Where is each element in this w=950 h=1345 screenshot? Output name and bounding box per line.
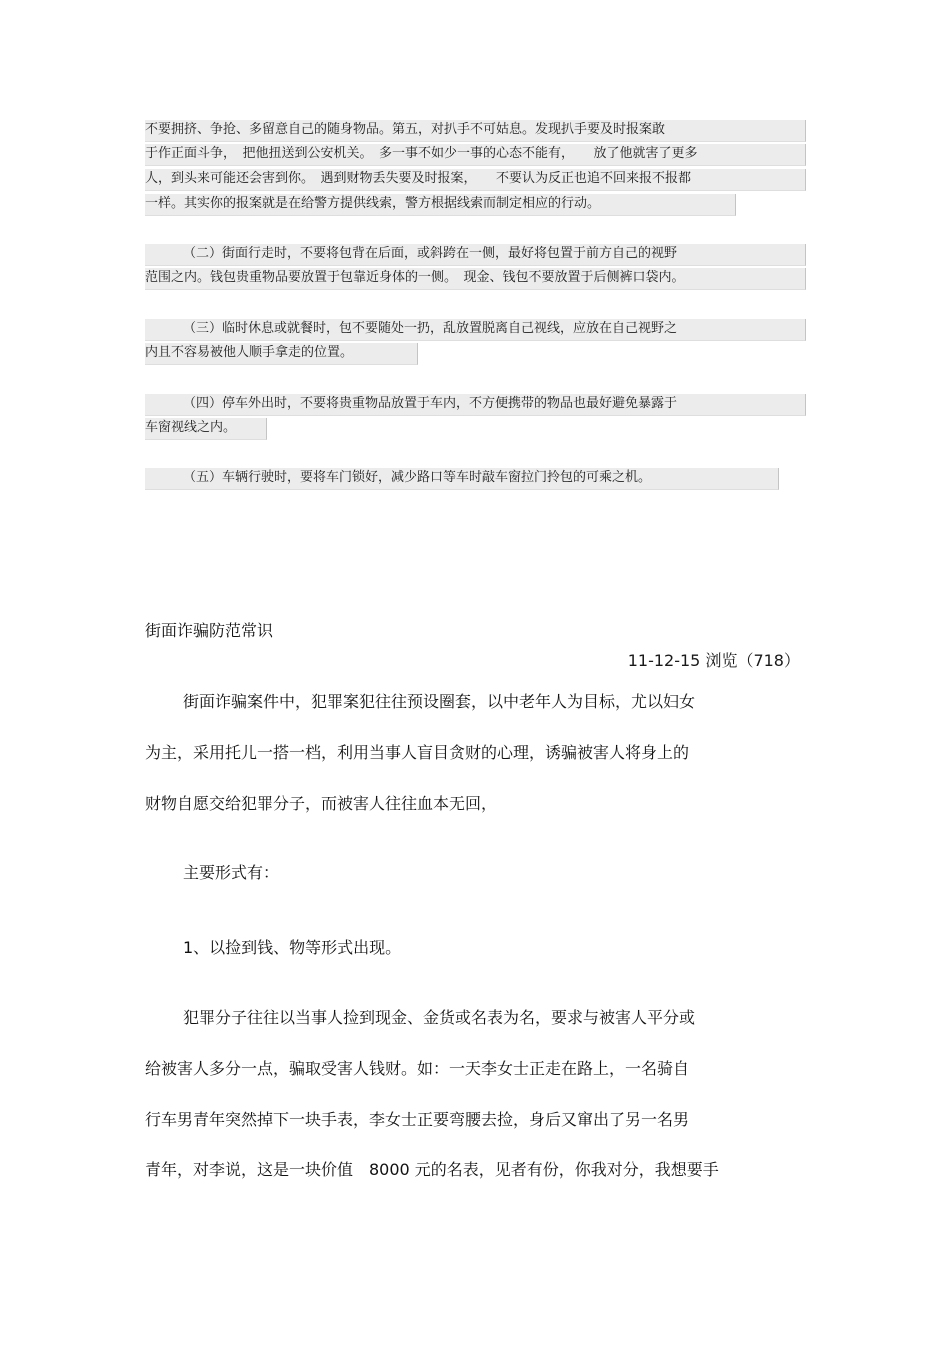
tip-line: （三）临时休息或就餐时，包不要随处一扔，乱放置脱离自己视线，应放在自己视野之 <box>183 321 678 336</box>
tip-line: （五）车辆行驶时，要将车门锁好，减少路口等车时敲车窗拉门拎包的可乘之机。 <box>183 470 652 485</box>
body-line: 青年，对李说，这是一块价值 8000 元的名表，见者有份，你我对分，我想要手 <box>145 1160 719 1179</box>
tips-line: 于作正面斗争， 把他扭送到公安机关。 多一事不如少一事的心态不能有， 放了他就害了更多 <box>145 146 698 161</box>
tip-line: （四）停车外出时，不要将贵重物品放置于车内，不方便携带的物品也最好避免暴露于 <box>183 396 678 411</box>
form1-heading: 1、以捡到钱、物等形式出现。 <box>183 938 402 957</box>
tip-line: （二）街面行走时，不要将包背在后面，或斜跨在一侧，最好将包置于前方自己的视野 <box>183 246 678 261</box>
body-line: 为主，采用托儿一搭一档，利用当事人盲目贪财的心理，诱骗被害人将身上的 <box>145 743 690 762</box>
body-line: 街面诈骗案件中，犯罪案犯往往预设圈套，以中老年人为目标，尤以妇女 <box>183 692 696 711</box>
article-meta: 11-12-15 浏览（718） <box>627 651 800 670</box>
forms-heading: 主要形式有： <box>183 863 280 882</box>
tips-line: 不要拥挤、争抢、多留意自己的随身物品。第五，对扒手不可姑息。发现扒手要及时报案敢 <box>145 122 666 137</box>
body-line: 财物自愿交给犯罪分子，而被害人往往血本无回， <box>145 794 498 813</box>
tips-line: 人，到头来可能还会害到你。 遇到财物丢失要及时报案， 不要认为反正也追不回来报不报都 <box>145 171 692 186</box>
tip-line: 车窗视线之内。 <box>145 420 237 435</box>
tips-line: 一样。其实你的报案就是在给警方提供线索，警方根据线索而制定相应的行动。 <box>145 196 601 211</box>
body-line: 给被害人多分一点，骗取受害人钱财。如：一天李女士正走在路上，一名骑自 <box>145 1059 690 1078</box>
article-title: 街面诈骗防范常识 <box>145 621 274 640</box>
body-line: 行车男青年突然掉下一块手表，李女士正要弯腰去捡，身后又窜出了另一名男 <box>145 1110 690 1129</box>
tip-line: 内且不容易被他人顺手拿走的位置。 <box>145 345 354 360</box>
tip-line: 范围之内。钱包贵重物品要放置于包靠近身体的一侧。 现金、钱包不要放置于后侧裤口袋内。 <box>145 270 685 285</box>
body-line: 犯罪分子往往以当事人捡到现金、金货或名表为名，要求与被害人平分或 <box>183 1008 696 1027</box>
